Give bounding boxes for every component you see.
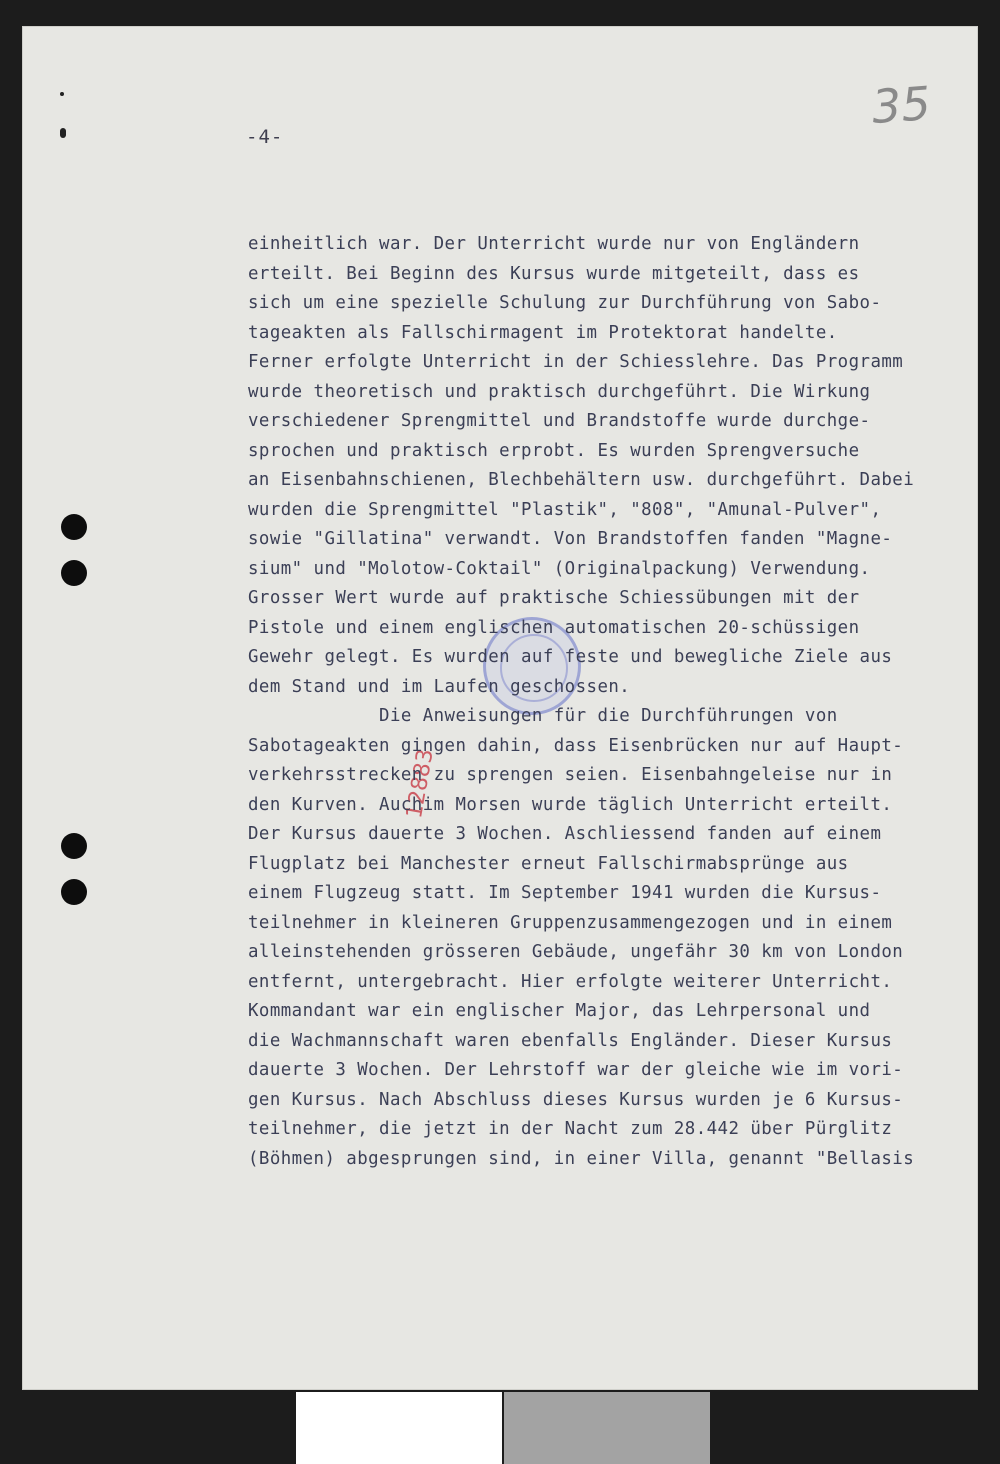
white-calibration-card [296,1392,502,1464]
text-line: verkehrsstrecken zu sprengen seien. Eisenbahngeleise nur in [248,765,893,785]
handwritten-folio-number: 35 [870,76,933,134]
paper-speck [60,128,66,138]
text-line: dauerte 3 Wochen. Der Lehrstoff war der gleiche wie im vori- [248,1060,904,1080]
text-line: erteilt. Bei Beginn des Kursus wurde mitgeteilt, dass es [248,263,860,284]
punch-hole [61,514,87,540]
grey-calibration-card [504,1392,710,1464]
text-line: einem Flugzeug statt. Im September 1941 wurden die Kursus- [248,883,882,903]
text-line: wurde theoretisch und praktisch durchgeführt. Die Wirkung [248,381,871,402]
text-line: (Böhmen) abgesprungen sind, in einer Villa, genannt "Bellasis [248,1148,915,1169]
text-line: alleinstehenden grösseren Gebäude, ungefähr 30 km von London [248,942,904,962]
paper-speck [60,92,64,96]
text-line: an Eisenbahnschienen, Blechbehältern usw. durchgeführt. Dabei [248,470,915,490]
text-line: Kommandant war ein englischer Major, das Lehrpersonal und [248,1001,871,1021]
text-line: verschiedener Sprengmittel und Brandstoffe wurde durchge- [248,411,871,431]
archive-stamp-number: 12883 [402,747,439,821]
text-line: Pistole und einem englischen automatischen 20-schüssigen [248,617,860,638]
punch-hole [61,879,87,905]
text-line: sium" und "Molotow-Coktail" (Originalpackung) Verwendung. [248,558,871,579]
text-line: die Wachmannschaft waren ebenfalls Engländer. Dieser Kursus [248,1030,893,1051]
text-line: Die Anweisungen für die Durchführungen von [248,706,838,726]
text-line: tageakten als Fallschirmagent im Protektorat handelte. [248,322,838,343]
text-line: Ferner erfolgte Unterricht in der Schiesslehre. Das Programm [248,352,904,372]
text-line: sprochen und praktisch erprobt. Es wurden Sprengversuche [248,440,860,461]
punch-hole [61,833,87,859]
text-line: teilnehmer in kleineren Gruppenzusammengezogen und in einem [248,912,893,933]
page-number: -4- [246,126,284,148]
text-line: den Kurven. Auchim Morsen wurde täglich Unterricht erteilt. [248,794,893,815]
text-line: sowie "Gillatina" verwandt. Von Brandstoffen fanden "Magne- [248,529,893,549]
text-line: Sabotageakten gingen dahin, dass Eisenbrücken nur auf Haupt- [248,735,904,756]
text-line: Flugplatz bei Manchester erneut Fallschirmabsprünge aus [248,853,849,874]
text-line: Gewehr gelegt. Es wurden auf feste und bewegliche Ziele aus [248,647,893,667]
text-line: Der Kursus dauerte 3 Wochen. Aschliessend fanden auf einem [248,824,882,844]
text-line: dem Stand und im Laufen geschossen. [248,676,631,697]
text-line: teilnehmer, die jetzt in der Nacht zum 28.442 über Pürglitz [248,1119,893,1139]
text-line: entfernt, untergebracht. Hier erfolgte weiterer Unterricht. [248,971,893,992]
typewritten-body [248,230,1000,1174]
punch-hole [61,560,87,586]
text-line: einheitlich war. Der Unterricht wurde nur von Engländern [248,234,860,254]
text-line: sich um eine spezielle Schulung zur Durchführung von Sabo- [248,293,882,313]
text-line: Grosser Wert wurde auf praktische Schiessübungen mit der [248,588,860,608]
text-line: wurden die Sprengmittel "Plastik", "808", "Amunal-Pulver", [248,499,882,520]
text-line: gen Kursus. Nach Abschluss dieses Kursus wurden je 6 Kursus- [248,1089,904,1110]
